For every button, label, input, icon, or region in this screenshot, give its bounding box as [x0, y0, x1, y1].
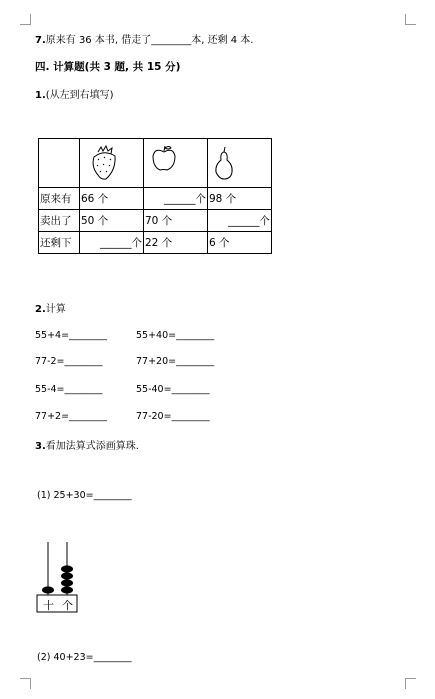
- table-header-row: [39, 139, 272, 188]
- ones-bead: [61, 579, 73, 586]
- calc-item[interactable]: 77-20=________: [136, 411, 210, 422]
- calc-item[interactable]: 77-2=________: [35, 356, 103, 367]
- calc-item[interactable]: 77+2=________: [35, 411, 108, 422]
- apple-cell: [144, 139, 208, 188]
- strawberry-cell: [80, 139, 144, 188]
- question-7: [35, 31, 253, 46]
- table-cell: 6 个: [208, 232, 272, 254]
- row-label: 卖出了: [39, 210, 80, 232]
- table-row: [39, 232, 272, 254]
- tens-bead: [42, 586, 54, 593]
- answer-blank[interactable]: ________: [151, 35, 192, 46]
- abacus-question-1[interactable]: (1) 25+30=________: [37, 490, 132, 501]
- answer-blank[interactable]: ______个: [144, 188, 208, 210]
- question-title: 看加法算式添画算珠.: [45, 441, 139, 452]
- table-cell: 22 个: [144, 232, 208, 254]
- calc-item[interactable]: 55+40=________: [136, 330, 215, 341]
- table-cell: 98 个: [208, 188, 272, 210]
- calc-item[interactable]: 55-40=________: [136, 384, 210, 395]
- crop-mark: [405, 678, 416, 689]
- pear-cell: [208, 139, 272, 188]
- crop-mark: [20, 14, 31, 25]
- ones-bead: [61, 572, 73, 579]
- abacus-question-2[interactable]: (2) 40+23=________: [37, 652, 132, 663]
- table-cell: 70 个: [144, 210, 208, 232]
- question-number: 3.: [35, 441, 46, 452]
- table-cell: 50 个: [80, 210, 144, 232]
- question-number: 7.: [35, 35, 46, 46]
- ones-label: 个: [62, 599, 73, 612]
- answer-blank[interactable]: ______个: [208, 210, 272, 232]
- crop-mark: [405, 14, 416, 25]
- calc-item[interactable]: 55-4=________: [35, 384, 103, 395]
- ones-bead: [61, 565, 73, 572]
- apple-icon: [149, 143, 179, 173]
- ones-beads: [61, 565, 73, 593]
- question-3: [35, 437, 139, 452]
- crop-mark: [20, 678, 31, 689]
- ones-bead: [61, 586, 73, 593]
- calc-item[interactable]: 77+20=________: [136, 356, 215, 367]
- pear-icon: [212, 146, 236, 180]
- question-number: 2.: [35, 304, 46, 315]
- row-label: 原来有: [39, 188, 80, 210]
- row-label: 还剩下: [39, 232, 80, 254]
- fruit-table: [38, 138, 272, 254]
- section-heading: 四. 计算题(共 3 题, 共 15 分): [35, 61, 181, 73]
- question-instruction: (从左到右填写): [45, 90, 114, 101]
- answer-blank[interactable]: ______个: [80, 232, 144, 254]
- question-2: [35, 300, 66, 315]
- strawberry-icon: [89, 145, 119, 181]
- question-1: [35, 86, 114, 101]
- tens-beads: [42, 586, 54, 593]
- question-number: 1.: [35, 90, 46, 101]
- calc-item[interactable]: 55+4=________: [35, 330, 108, 341]
- table-row: [39, 188, 272, 210]
- question-text: 本, 还剩 4 本.: [191, 35, 254, 46]
- table-row: [39, 210, 272, 232]
- tens-label: 十: [43, 599, 54, 612]
- abacus: [36, 540, 80, 614]
- question-title: 计算: [45, 304, 66, 315]
- question-text: 原来有 36 本书, 借走了: [45, 35, 152, 46]
- table-corner-cell: [39, 139, 80, 188]
- table-cell: 66 个: [80, 188, 144, 210]
